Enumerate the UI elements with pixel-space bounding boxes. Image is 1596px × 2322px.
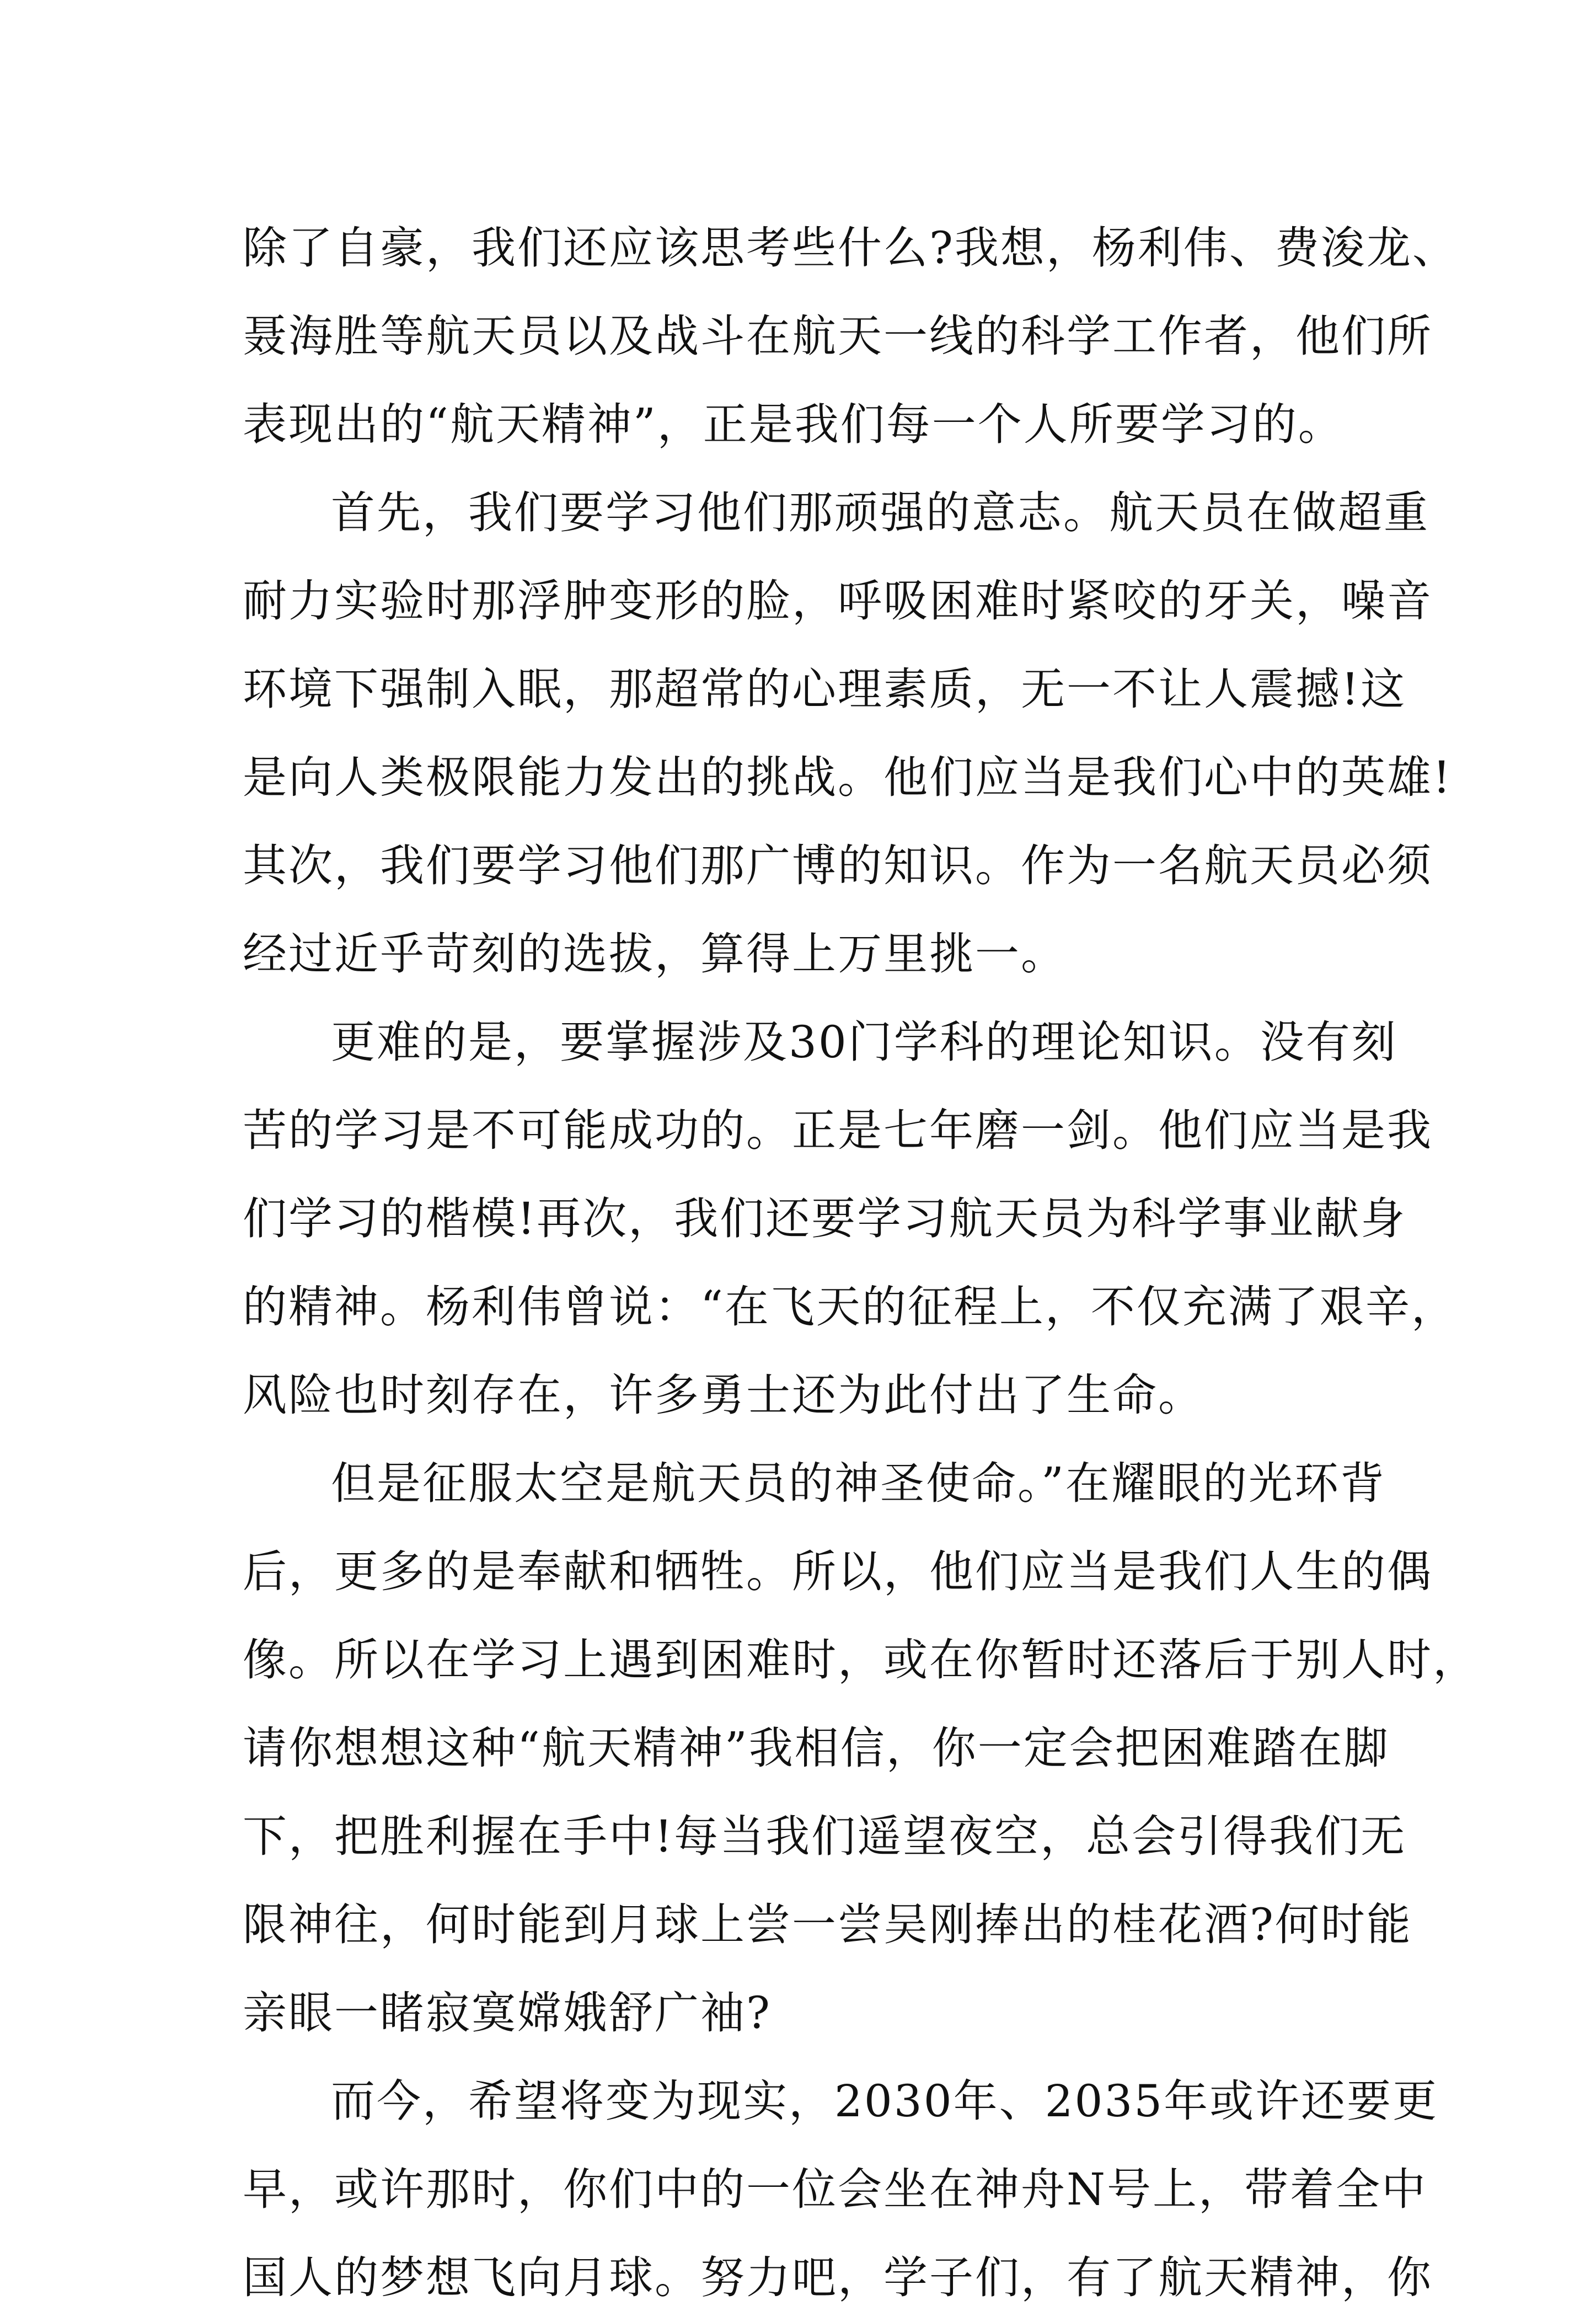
text-line: 请你想想这种“航天精神”我相信，你一定会把困难踏在脚 bbox=[243, 1722, 1390, 1774]
text-line: 而今，希望将变为现实，2030年、2035年或许还要更 bbox=[331, 2075, 1439, 2127]
text-line: 环境下强制入眠，那超常的心理素质，无一不让人震撼!这 bbox=[243, 664, 1407, 715]
text-line: 们学习的楷模!再次，我们还要学习航天员为科学事业献身 bbox=[243, 1193, 1407, 1244]
text-line: 亲眼一睹寂寞嫦娥舒广袖? bbox=[243, 1987, 772, 2039]
text-line: 除了自豪，我们还应该思考些什么?我想，杨利伟、费浚龙、 bbox=[243, 222, 1458, 274]
text-line: 但是征服太空是航天员的神圣使命。”在耀眼的光环背 bbox=[331, 1458, 1386, 1509]
text-line: 限神往，何时能到月球上尝一尝吴刚捧出的桂花酒?何时能 bbox=[243, 1899, 1412, 1950]
text-line: 后，更多的是奉献和牺牲。所以，他们应当是我们人生的偶 bbox=[243, 1546, 1433, 1597]
text-line: 表现出的“航天精神”，正是我们每一个人所要学习的。 bbox=[243, 399, 1344, 450]
text-line: 耐力实验时那浮肿变形的脸，呼吸困难时紧咬的牙关，噪音 bbox=[243, 575, 1433, 627]
text-line: 的精神。杨利伟曾说：“在飞天的征程上，不仅充满了艰辛， bbox=[243, 1281, 1457, 1333]
text-line: 早，或许那时，你们中的一位会坐在神舟N号上，带着全中 bbox=[243, 2164, 1427, 2215]
text-line: 苦的学习是不可能成功的。正是七年磨一剑。他们应当是我 bbox=[243, 1105, 1433, 1156]
text-line: 聂海胜等航天员以及战斗在航天一线的科学工作者，他们所 bbox=[243, 311, 1433, 362]
text-line: 风险也时刻存在，许多勇士还为此付出了生命。 bbox=[243, 1369, 1204, 1421]
text-line: 是向人类极限能力发出的挑战。他们应当是我们心中的英雄! bbox=[243, 752, 1453, 803]
text-line: 经过近乎苛刻的选拔，算得上万里挑一。 bbox=[243, 928, 1067, 980]
body-text bbox=[243, 204, 1479, 2322]
text-line: 下，把胜利握在手中!每当我们遥望夜空，总会引得我们无 bbox=[243, 1811, 1407, 1862]
text-line: 更难的是，要掌握涉及30门学科的理论知识。没有刻 bbox=[331, 1016, 1397, 1068]
text-line: 首先，我们要学习他们那顽强的意志。航天员在做超重 bbox=[331, 487, 1429, 538]
text-line: 国人的梦想飞向月球。努力吧，学子们，有了航天精神，你 bbox=[243, 2252, 1433, 2303]
text-line: 像。所以在学习上遇到困难时，或在你暂时还落后于别人时， bbox=[243, 1634, 1479, 1686]
text-line: 其次，我们要学习他们那广博的知识。作为一名航天员必须 bbox=[243, 840, 1433, 891]
